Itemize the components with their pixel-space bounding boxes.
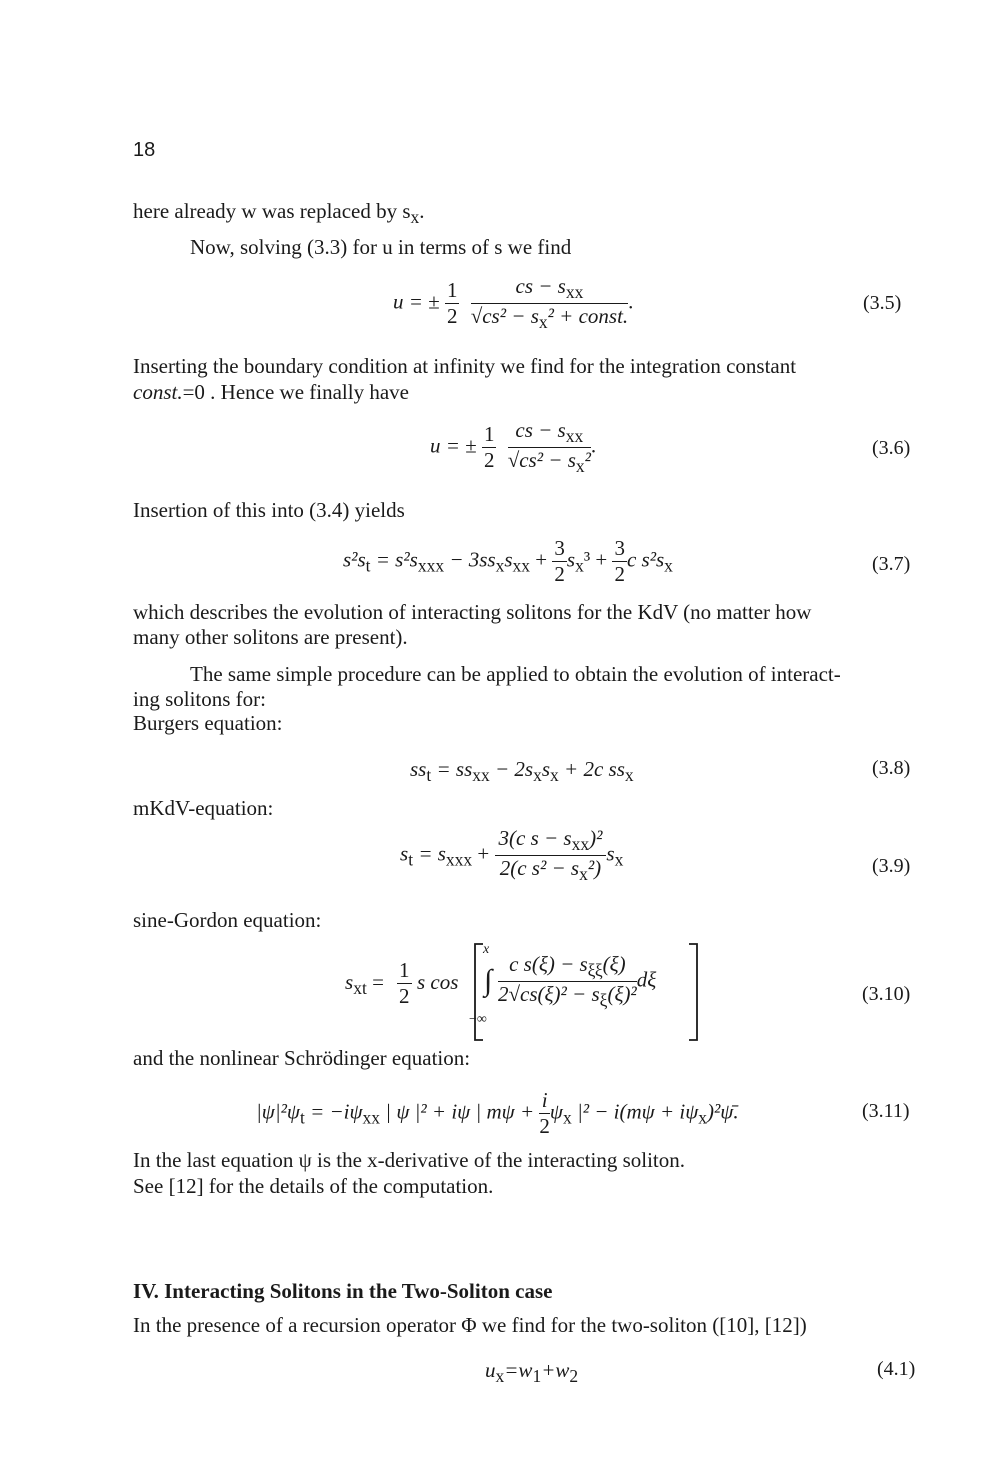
paragraph-procedure-line2: ing solitons for: — [133, 687, 267, 711]
operator: = — [366, 970, 384, 994]
paragraph-solving: Now, solving (3.3) for u in terms of s we find — [190, 235, 572, 259]
subscript: xx — [565, 282, 584, 303]
fraction-denominator — [471, 304, 628, 333]
denominator-text: 2(c s² − s — [499, 856, 580, 881]
term: |ψ|²ψ — [256, 1099, 300, 1124]
denominator-tail: ² — [584, 448, 591, 473]
term: s cos — [417, 970, 459, 994]
text-run: const. — [133, 380, 183, 404]
integral-lower-limit: −∞ — [469, 1012, 487, 1027]
fraction-numerator — [471, 274, 628, 304]
fraction-numerator: 1 — [483, 422, 495, 447]
subscript: xxx — [445, 849, 473, 870]
term: = −iψ — [304, 1099, 363, 1124]
subscript: x — [575, 555, 584, 576]
fraction-denominator: 2 — [483, 448, 495, 473]
term: s²s — [343, 547, 366, 572]
paragraph-boundary-line1: Inserting the boundary condition at infinity we find for the integration constant — [133, 354, 797, 378]
subscript: x — [410, 207, 420, 228]
paragraph-insertion: Insertion of this into (3.4) yields — [133, 498, 405, 522]
subscript: xx — [362, 1107, 381, 1128]
label-burgers: Burgers equation: — [133, 711, 283, 735]
subscript: x — [495, 555, 505, 576]
subscript: 2 — [569, 1366, 579, 1387]
denominator-tail: ²) — [587, 856, 602, 881]
subscript: ξ — [599, 990, 608, 1011]
operator: + — [472, 841, 495, 866]
term: = ss — [431, 757, 473, 781]
subscript: x — [624, 765, 634, 786]
integral-upper-limit: x — [483, 942, 490, 957]
label-sine-gordon: sine-Gordon equation: — [133, 908, 322, 932]
fraction-main — [508, 418, 591, 477]
subscript: t — [299, 1107, 305, 1128]
fraction-numerator — [495, 826, 607, 856]
equation-label-3-6: (3.6) — [872, 437, 911, 459]
equation-label-3-5: (3.5) — [863, 292, 902, 314]
subscript: x — [550, 765, 559, 786]
subscript: xx — [571, 834, 590, 855]
fraction-main — [498, 952, 637, 1011]
denominator-text: √cs² − s — [507, 448, 576, 473]
term: s — [345, 970, 354, 994]
fraction-half — [445, 278, 460, 329]
term: + 2c ss — [558, 757, 625, 781]
paragraph-recursion: In the presence of a recursion operator Φ we find for the two-soliton ([10], [12]) — [133, 1313, 807, 1337]
subscript: t — [365, 555, 371, 576]
term: )²ψ̄. — [707, 1099, 739, 1124]
term: ψ — [549, 1099, 563, 1124]
subscript: x — [575, 456, 585, 477]
subscript: xx — [512, 555, 531, 576]
term: s — [504, 547, 513, 572]
subscript: x — [495, 1366, 505, 1387]
fraction-denominator: 2 — [399, 984, 410, 1008]
term: s — [541, 757, 551, 781]
term: u — [485, 1358, 496, 1382]
numerator-tail: (ξ) — [602, 952, 626, 976]
fraction-main — [471, 274, 628, 333]
fraction-main — [495, 826, 607, 885]
equation-3-5: u = ± $\frac{1}{2}$ $\frac{cs - s_{xx}}{√cs^2 - s_x^2 + const.}$ . — [393, 274, 634, 333]
paragraph-procedure-line1: The same simple procedure can be applied to obtain the evolution of interact- — [190, 662, 841, 686]
term: − 2s — [489, 757, 534, 781]
operator: + — [590, 547, 613, 572]
term: |² − i(mψ + iψ — [571, 1099, 699, 1124]
paragraph-boundary-line2 — [133, 379, 409, 406]
subscript: ξξ — [587, 960, 603, 981]
subscript: x — [579, 864, 588, 885]
paragraph-kdv-line1: which describes the evolution of interacting solitons for the KdV (no matter how — [133, 600, 812, 624]
equation-3-11 — [256, 1088, 739, 1139]
subscript: x — [698, 1107, 708, 1128]
term: | ψ |² + iψ | mψ + — [380, 1099, 540, 1124]
numerator-text: 3(c s − s — [498, 826, 572, 850]
fraction-half — [482, 422, 497, 473]
term: s — [566, 547, 576, 572]
equation-3-7 — [343, 536, 673, 587]
paragraph-last-equation-line2: See [12] for the details of the computation. — [133, 1174, 494, 1198]
fraction-half — [397, 958, 412, 1009]
operator: + — [530, 547, 553, 572]
fraction-denominator: 2 — [539, 1114, 550, 1138]
term: +w — [541, 1358, 570, 1382]
fraction-numerator: 3 — [614, 536, 625, 560]
fraction-three-halves — [612, 536, 627, 587]
numerator-tail: )² — [589, 826, 603, 850]
fraction-numerator — [498, 952, 637, 982]
subscript: x — [664, 555, 673, 576]
page-number: 18 — [133, 139, 156, 161]
term: = s — [413, 841, 446, 866]
term: − 3ss — [444, 547, 496, 572]
label-mkdv: mKdV-equation: — [133, 796, 274, 820]
equation-label-3-7: (3.7) — [872, 553, 911, 575]
equation-label-4-1: (4.1) — [877, 1358, 916, 1380]
subscript: xt — [353, 978, 367, 999]
fraction-numerator: 1 — [446, 278, 458, 303]
denominator-tail: ² + const. — [547, 304, 629, 329]
fraction-numerator: 1 — [399, 958, 410, 982]
fraction-denominator: 2 — [554, 562, 565, 586]
equation-label-3-10: (3.10) — [862, 983, 911, 1005]
equation-4-1 — [485, 1358, 578, 1387]
fraction-denominator — [508, 448, 591, 477]
term: s — [606, 841, 615, 866]
equation-3-9 — [400, 826, 623, 885]
numerator-text: cs − s — [515, 418, 566, 442]
superscript: ³ — [583, 547, 591, 572]
text-run: =0 . Hence we finally have — [182, 380, 409, 404]
text-run: . — [419, 199, 425, 223]
fraction-i-half — [539, 1088, 550, 1139]
term: ss — [410, 757, 427, 781]
equation-label-3-11: (3.11) — [862, 1100, 910, 1122]
numerator-text: i — [541, 1088, 548, 1112]
equation-3-8 — [410, 757, 634, 786]
denominator-text: √cs² − s — [470, 304, 539, 329]
subscript: t — [426, 765, 432, 786]
numerator-text: cs − s — [515, 274, 566, 298]
text-run: here already w was replaced by s — [133, 199, 411, 223]
term: = s²s — [370, 547, 418, 572]
equation-3-6: u = ± $\frac{1}{2}$ $\frac{cs - s_{xx}}{√cs^2 - s_x^2}$ . — [430, 418, 597, 477]
fraction-denominator: 2 — [446, 304, 458, 329]
paragraph-schrodinger: and the nonlinear Schrödinger equation: — [133, 1046, 471, 1070]
denominator-text: 2√cs(ξ)² − s — [498, 982, 600, 1007]
fraction-numerator — [508, 418, 591, 448]
integral-sign: ∫ — [484, 964, 493, 997]
fraction-numerator — [539, 1088, 550, 1114]
subscript: x — [538, 312, 548, 333]
subscript: x — [562, 1107, 572, 1128]
section-heading: IV. Interacting Solitons in the Two-Soliton case — [133, 1279, 553, 1303]
numerator-text: c s(ξ) − s — [509, 952, 588, 976]
subscript: xx — [565, 426, 584, 447]
subscript: t — [408, 849, 414, 870]
right-bracket — [685, 942, 709, 1042]
subscript: xxx — [417, 555, 445, 576]
fraction-denominator — [495, 856, 607, 885]
eq-lhs: u = ± — [393, 289, 440, 314]
subscript: x — [614, 849, 624, 870]
paragraph-replacement — [133, 198, 425, 231]
fraction-numerator: 3 — [554, 536, 565, 560]
differential: dξ — [636, 967, 657, 992]
subscript: x — [533, 765, 542, 786]
equation-label-3-9: (3.9) — [872, 855, 911, 877]
eq-lhs: u = ± — [430, 433, 477, 458]
equation-label-3-8: (3.8) — [872, 757, 911, 779]
term: c s²s — [626, 547, 665, 572]
paragraph-last-equation-line1: In the last equation ψ is the x-derivative of the interacting soliton. — [133, 1148, 685, 1172]
fraction-three-halves — [552, 536, 567, 587]
paragraph-kdv-line2: many other solitons are present). — [133, 625, 408, 649]
term: =w — [504, 1358, 533, 1382]
subscript: xx — [472, 765, 490, 786]
denominator-tail: (ξ)² — [607, 982, 637, 1007]
fraction-denominator — [498, 982, 637, 1011]
fraction-denominator: 2 — [614, 562, 625, 586]
subscript: 1 — [532, 1366, 542, 1387]
term: s — [400, 841, 409, 866]
